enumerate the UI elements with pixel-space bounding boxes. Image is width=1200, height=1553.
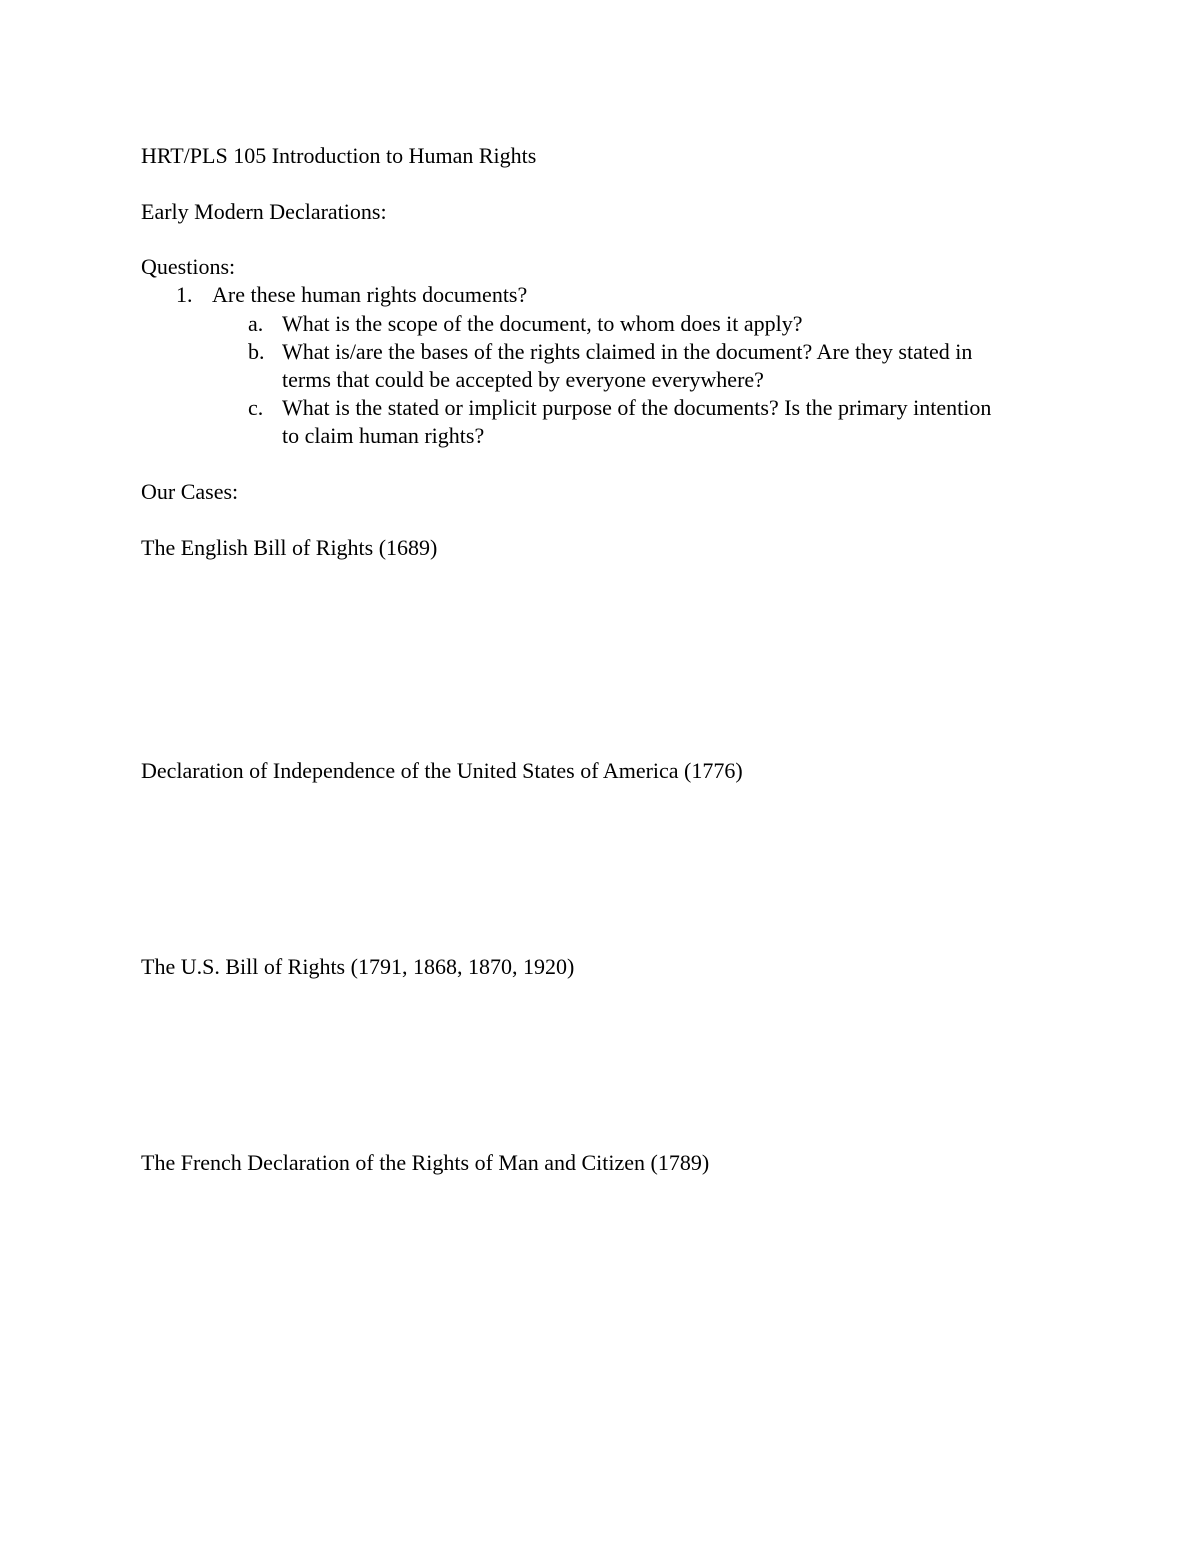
questions-label: Questions: — [141, 254, 236, 279]
course-title: HRT/PLS 105 Introduction to Human Rights — [141, 143, 537, 168]
sub-question-text: terms that could be accepted by everyone everywhere? — [282, 367, 764, 392]
case-heading: Declaration of Independence of the United States of America (1776) — [141, 758, 743, 783]
list-marker: b. — [248, 339, 265, 364]
list-marker: 1. — [176, 282, 193, 307]
section-heading: Early Modern Declarations: — [141, 199, 387, 224]
case-heading: The U.S. Bill of Rights (1791, 1868, 1870, 1920) — [141, 954, 575, 979]
cases-label: Our Cases: — [141, 479, 239, 504]
sub-question-text: What is the scope of the document, to whom does it apply? — [282, 311, 803, 336]
case-heading: The French Declaration of the Rights of Man and Citizen (1789) — [141, 1150, 710, 1175]
case-heading: The English Bill of Rights (1689) — [141, 535, 438, 560]
list-marker: a. — [248, 311, 264, 336]
list-marker: c. — [248, 395, 264, 420]
sub-question-text: to claim human rights? — [282, 423, 485, 448]
sub-question-text: What is the stated or implicit purpose of the documents? Is the primary intention — [282, 395, 992, 420]
question-text: Are these human rights documents? — [212, 282, 528, 307]
sub-question-text: What is/are the bases of the rights claimed in the document? Are they stated in — [282, 339, 973, 364]
